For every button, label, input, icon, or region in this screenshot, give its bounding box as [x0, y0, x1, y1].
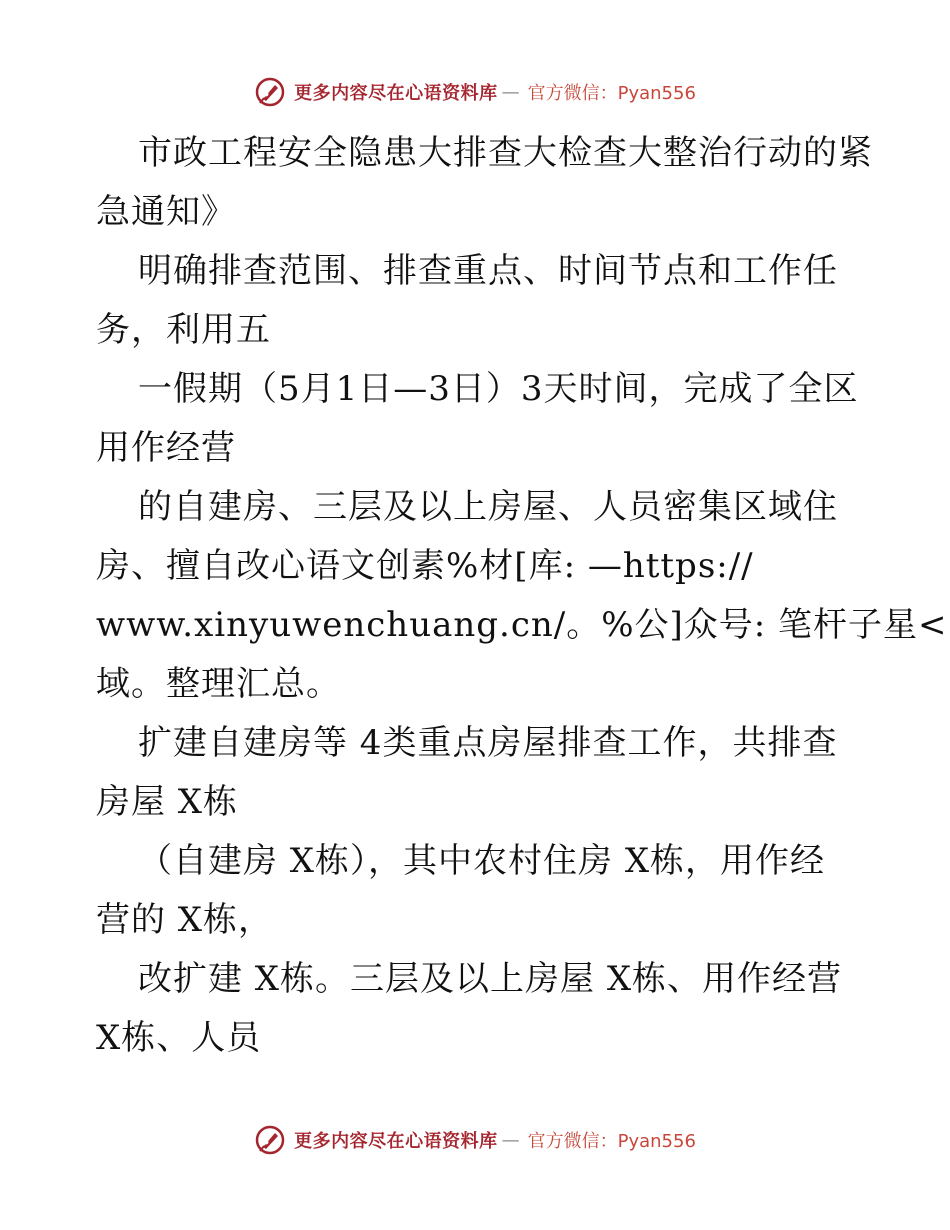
body-line: www.xinyuwenchuang.cn/。%公]众号: 笔杆子星<	[96, 605, 948, 645]
header-brand-text: 更多内容尽在心语资料库	[294, 83, 498, 104]
body-line: 营的 X栋，	[96, 900, 274, 940]
header-banner	[0, 72, 950, 112]
body-line: 域。整理汇总。	[96, 664, 341, 704]
document-body	[96, 124, 948, 1068]
body-line: 房屋 X栋	[96, 782, 239, 822]
pen-nib-logo-icon	[254, 1124, 286, 1156]
body-line: 扩建自建房等 4类重点房屋排查工作，共排查	[138, 723, 838, 763]
body-line: 房、擅自改心语文创素%材[库: —https://	[96, 546, 754, 586]
body-line: 用作经营	[96, 428, 236, 468]
body-line: 务，利用五	[96, 310, 271, 350]
body-line: 明确排查范围、排查重点、时间节点和工作任	[138, 251, 838, 291]
body-line: 改扩建 X栋。三层及以上房屋 X栋、用作经营	[138, 959, 843, 999]
body-line: 市政工程安全隐患大排查大检查大整治行动的紧	[138, 133, 873, 173]
footer-banner	[0, 1120, 950, 1160]
body-line: （自建房 X栋），其中农村住房 X栋，用作经	[138, 841, 826, 881]
body-line: X栋、人员	[96, 1018, 262, 1058]
pen-nib-logo-icon	[254, 76, 286, 108]
header-separator: —	[501, 81, 520, 103]
header-wechat-text: 官方微信：Pyan556	[527, 83, 696, 104]
body-line: 一假期（5月1日—3日）3天时间，完成了全区	[138, 369, 859, 409]
body-line: 急通知》	[96, 192, 236, 232]
footer-separator: —	[501, 1129, 520, 1151]
footer-brand-text: 更多内容尽在心语资料库	[294, 1131, 498, 1152]
body-line: 的自建房、三层及以上房屋、人员密集区域住	[138, 487, 838, 527]
footer-wechat-text: 官方微信：Pyan556	[527, 1131, 696, 1152]
